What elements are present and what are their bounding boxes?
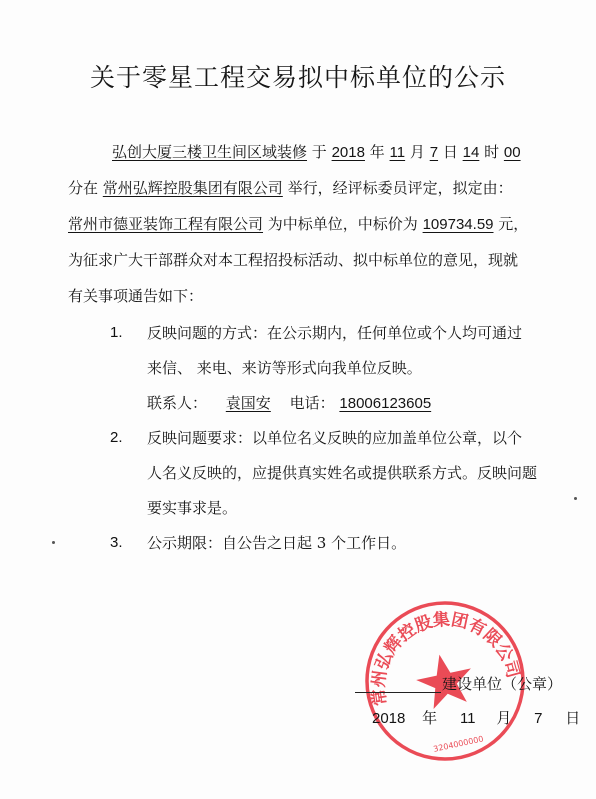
price-value: 109734.59 [422, 216, 494, 233]
sig-text-day: 日 [565, 709, 581, 727]
seal-text-path: 常州弘辉控股集团有限公司 [368, 609, 523, 708]
text-min-at: 分在 [68, 179, 99, 197]
item-1-line-1: 反映问题的方式：在公示期内，任何单位或个人均可通过 [147, 324, 523, 342]
para-line-1 [112, 142, 521, 163]
contact-label: 联系人： [147, 394, 208, 412]
para-line-4: 为征求广大干部群众对本工程招投标活动、拟中标单位的意见，现就 [68, 251, 519, 269]
text-day: 日 [442, 143, 458, 161]
scan-speck [52, 541, 55, 544]
item-2-number: 2. [110, 429, 123, 446]
text-winning-price: 为中标单位，中标价为 [267, 215, 418, 233]
item-3-number: 3. [110, 534, 123, 551]
hour-value: 14 [462, 144, 480, 161]
item-3-line-1: 公示期限：自公告之日起 3 个工作日。 [147, 534, 407, 552]
seal-code: 3204000000 [432, 734, 485, 754]
item-2-line-1: 反映问题要求：以单位名义反映的应加盖单位公章，以个 [147, 429, 523, 447]
winner-name: 常州市德亚装饰工程有限公司 [68, 215, 264, 233]
text-hour: 时 [484, 143, 500, 161]
day-value: 7 [429, 144, 439, 161]
item-1-contact-line [147, 393, 431, 414]
signature-date [372, 708, 580, 729]
month-value: 11 [389, 144, 406, 161]
project-name: 弘创大厦三楼卫生间区域装修 [112, 143, 308, 161]
text-held: 举行，经评标委员评定，拟定由： [287, 179, 513, 197]
para-line-3 [68, 214, 528, 235]
scan-speck [574, 497, 577, 500]
venue-name: 常州弘辉控股集团有限公司 [102, 179, 283, 197]
phone-value: 18006123605 [339, 395, 432, 412]
text-yuan: 元， [498, 215, 529, 233]
signature-label: 建设单位（公章） [442, 675, 563, 693]
signature-underline [355, 692, 441, 693]
item-1-line-2: 来信、 来电、来访等形式向我单位反映。 [147, 359, 422, 377]
page-title: 关于零星工程交易拟中标单位的公示 [89, 63, 506, 92]
sig-text-year: 年 [422, 709, 438, 727]
minute-value: 00 [503, 144, 521, 161]
year-value: 2018 [331, 144, 365, 161]
text-at: 于 [311, 143, 327, 161]
para-line-2 [68, 178, 513, 198]
para-line-5: 有关事项通告如下： [68, 287, 204, 305]
sig-year: 2018 [372, 710, 406, 727]
sig-text-month: 月 [496, 709, 512, 727]
sig-month: 11 [459, 710, 476, 727]
item-2-line-2: 人名义反映的，应提供真实姓名或提供联系方式。反映问题 [147, 464, 538, 482]
item-1-number: 1. [110, 324, 123, 341]
text-month: 月 [409, 143, 425, 161]
sig-day: 7 [534, 710, 543, 727]
phone-label: 电话： [289, 394, 335, 412]
contact-name: 袁国安 [225, 394, 271, 412]
text-year: 年 [369, 143, 385, 161]
item-2-line-3: 要实事求是。 [147, 499, 238, 517]
